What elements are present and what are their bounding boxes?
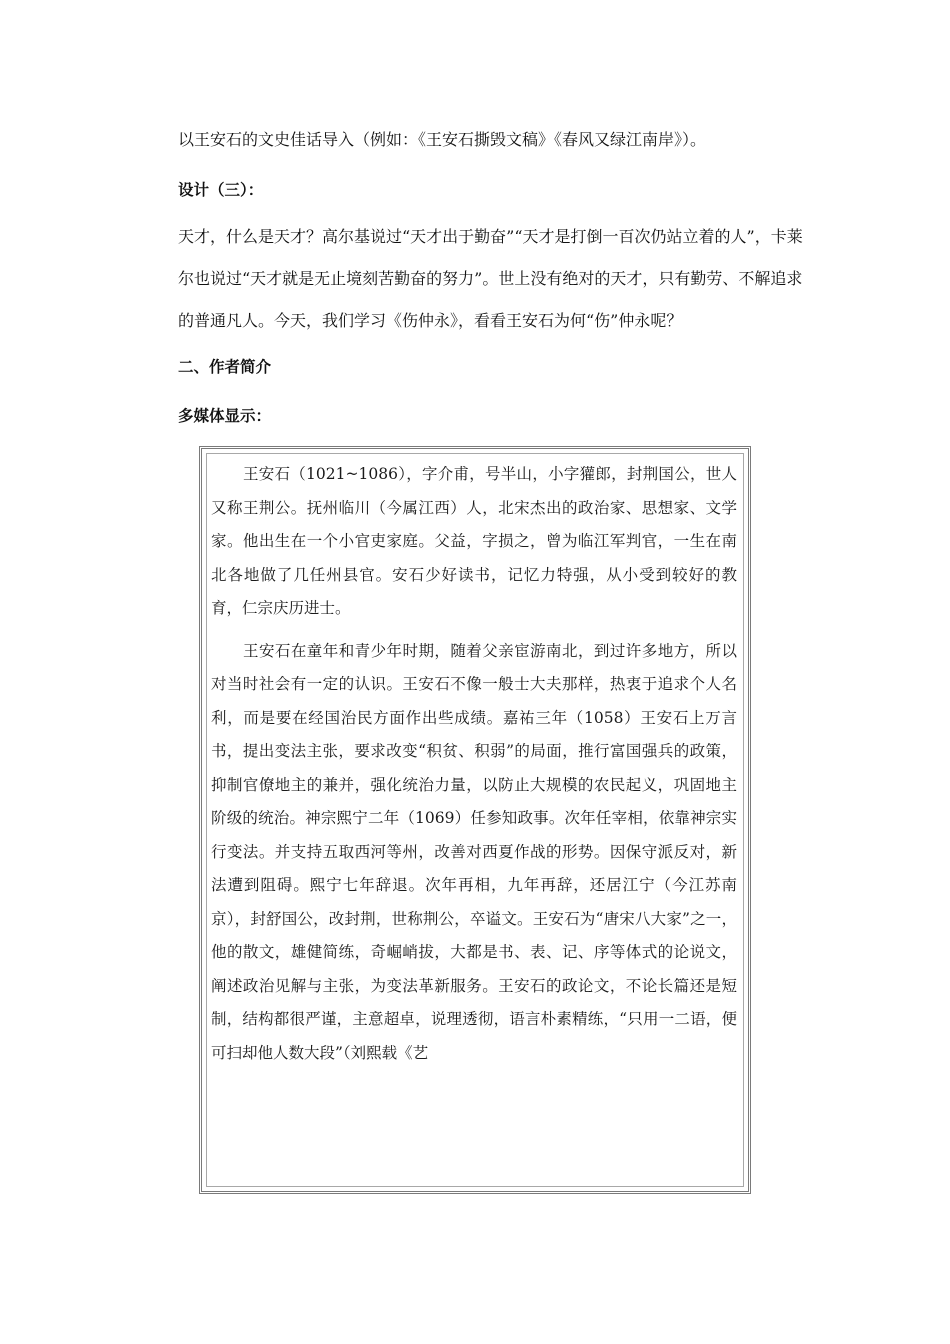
design-three-heading: 设计（三）： bbox=[178, 181, 264, 199]
intro-paragraph: 以王安石的文史佳话导入（例如：《王安石撕毁文稿》《春风又绿江南岸》）。 bbox=[178, 130, 707, 149]
author-intro-heading: 二、作者简介 bbox=[178, 358, 272, 376]
author-career-paragraph: 王安石在童年和青少年时期，随着父亲宦游南北，到过许多地方，所以对当时社会有一定的认识。王安石不像一般士大夫那样，热衷于追求个人名利，而是要在经国治民方面作出些成绩。嘉祐三年（1058）王安石上万言书，提出变法主张，要求改变“积贫、积弱”的局面，推行富国强兵的政策，抑制官僚地主的兼并，强化统治力量，以防止大规模的农民起义，巩固地主阶级的统治。神宗熙宁二年（1069）任参知政事。次年任宰相，依靠神宗实行变法。并支持五取西河等州，改善对西夏作战的形势。因保守派反对，新法遭到阻碍。熙宁七年辞退。次年再相，九年再辞，还居江宁（今江苏南京），封舒国公，改封荆，世称荆公，卒谥文。王安石为“唐宋八大家”之一，他的散文，雄健简练，奇崛峭拔，大都是书、表、记、序等体式的论说文，阐述政治见解与主张，为变法革新服务。王安石的政论文，不论长篇还是短制，结构都很严谨，主意超卓，说理透彻，语言朴素精练，“只用一二语，便可扫却他人数大段”（刘熙载《艺 bbox=[211, 641, 737, 1062]
genius-paragraph: 天才，什么是天才？高尔基说过“天才出于勤奋”“天才是打倒一百次仍站立着的人”，卡莱尔也说过“天才就是无止境刻苦勤奋的努力”。世上没有绝对的天才，只有勤劳、不解追求的普通凡人。今天，我们学习《伤仲永》，看看王安石为何“伤”仲永呢？ bbox=[178, 227, 803, 330]
multimedia-text-box bbox=[199, 446, 751, 1194]
multimedia-text-box-inner bbox=[206, 453, 744, 1187]
multimedia-heading: 多媒体显示： bbox=[178, 407, 272, 425]
author-bio-paragraph: 王安石（1021~1086），字介甫，号半山，小字獾郎，封荆国公，世人又称王荆公。抚州临川（今属江西）人，北宋杰出的政治家、思想家、文学家。他出生在一个小官吏家庭。父益，字损之，曾为临江军判官，一生在南北各地做了几任州县官。安石少好读书，记忆力特强，从小受到较好的教育，仁宗庆历进士。 bbox=[211, 465, 737, 617]
